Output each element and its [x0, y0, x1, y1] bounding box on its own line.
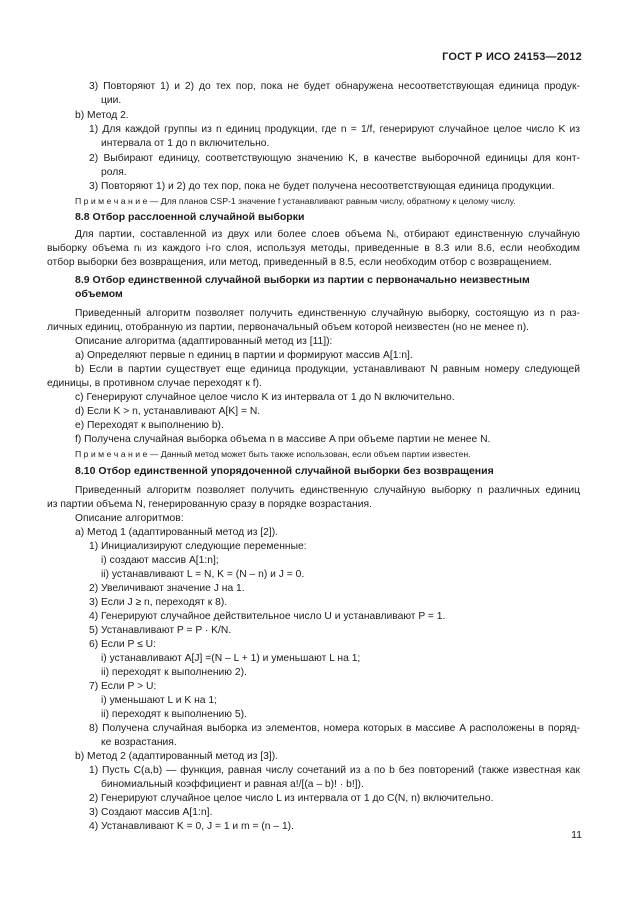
text-line: 3) Повторяют 1) и 2) до тех пор, пока не будет обнаружена несоответствующая единица продук- — [89, 81, 580, 92]
section-heading: 8.10 Отбор единственной упорядоченной случайной выборки без возвращения — [75, 465, 494, 477]
text-line: ке возрастания. — [101, 737, 177, 748]
text-line: выборку объема nᵢ из каждого i-го слоя, используя методы, приведенные в 8.3 или 8.6, если необходим — [47, 243, 580, 254]
text-line: отбор выборки без возвращения, или метод, приведенный в 8.5, если необходим отбор с возвращением. — [47, 257, 552, 268]
text-line: 2) Генерируют случайное целое число L из интервала от 1 до C(N, n) включительно. — [89, 793, 494, 804]
text-line: b) Метод 2. — [75, 110, 129, 121]
text-line: роля. — [101, 167, 127, 178]
text-line: биномиальный коэффициент и равная a!/[(a – b)! · b!]). — [101, 779, 364, 790]
text-line: 1) Инициализируют следующие переменные: — [89, 541, 307, 552]
text-line: 2) Увеличивают значение J на 1. — [89, 583, 245, 594]
text-line: Описание алгоритмов: — [75, 513, 184, 524]
text-line: 6) Если P ≤ U: — [89, 639, 156, 650]
text-line: интервала от 1 до n включительно. — [101, 138, 270, 149]
text-line: 1) Для каждой группы из n единиц продукции, где n = 1/f, генерируют случайное целое число K из — [89, 124, 580, 135]
text-line: 8) Получена случайная выборка из элементов, номера которых в массиве A расположены в поряд- — [89, 723, 580, 734]
text-line: единицы, в противном случае переходят к f). — [47, 378, 262, 389]
text-line: Для партии, составленной из двух или более слоев объема Nᵢ, отбирают единственную случайную — [75, 229, 580, 240]
text-line: Приведенный алгоритм позволяет получить единственную случайную выборку n различных единиц — [75, 485, 580, 496]
text-line: ции. — [101, 95, 122, 106]
text-line: 3) Создают массив A[1:n]. — [89, 807, 213, 818]
text-line: i) уменьшают L и K на 1; — [101, 695, 217, 706]
text-line: 5) Устанавливают P = P · K/N. — [89, 625, 232, 636]
text-line: b) Метод 2 (адаптированный метод из [3]). — [75, 751, 279, 762]
text-line: i) устанавливают A[J] =(N – L + 1) и уменьшают L на 1; — [101, 653, 361, 664]
text-line: 4) Устанавливают K = 0, J = 1 и m = (n – 1). — [89, 821, 294, 832]
text-line: Приведенный алгоритм позволяет получить единственную случайную выборку, состоящую из n раз- — [75, 308, 580, 319]
text-line: 1) Пусть C(a,b) — функция, равная числу сочетаний из a по b без повторений (также известная как — [89, 765, 580, 776]
text-line: ii) устанавливают L = N, K = (N – n) и J = 0. — [101, 569, 305, 580]
text-line: личных единиц, отобранную из партии, первоначальный объем которой неизвестен (но не менее n). — [47, 322, 530, 333]
text-line: f) Получена случайная выборка объема n в массиве A при объеме партии не менее N. — [75, 434, 491, 445]
text-line: 7) Если P > U: — [89, 681, 157, 692]
text-line: ii) переходят к выполнению 5). — [101, 709, 247, 720]
text-line: 4) Генерируют случайное действительное число U и устанавливают P = 1. — [89, 611, 446, 622]
section-heading: объемом — [75, 288, 123, 300]
text-line: a) Метод 1 (адаптированный метод из [2]). — [75, 527, 279, 538]
section-heading: 8.9 Отбор единственной случайной выборки из партии с первоначально неизвестным — [75, 274, 530, 286]
text-line: c) Генерируют случайное целое число K из интервала от 1 до N включительно. — [75, 392, 455, 403]
note-line: П р и м е ч а н и е — Данный метод может быть также использован, если объем партии известен. — [75, 449, 471, 459]
text-line: b) Если в партии существует еще единица продукции, устанавливают N равным номеру следующей — [75, 364, 580, 375]
text-line: d) Если K > n, устанавливают A[K] = N. — [75, 406, 261, 417]
section-heading: 8.8 Отбор расслоенной случайной выборки — [75, 211, 305, 223]
text-line: из партии объема N, генерированную сразу в порядке возрастания. — [47, 499, 372, 510]
text-line: e) Переходят к выполнению b). — [75, 420, 224, 431]
page-number: 11 — [571, 829, 582, 841]
text-line: 2) Выбирают единицу, соответствующую значению K, в качестве выборочной единицы для конт- — [89, 153, 580, 164]
text-line: 3) Повторяют 1) и 2) до тех пор, пока не будет получена несоответствующая единица продукции. — [89, 181, 555, 192]
text-line: 3) Если J ≥ n, переходят к 8). — [89, 597, 228, 608]
note-line: П р и м е ч а н и е — Для планов CSP-1 значение f устанавливают равным числу, обратному к целому числу. — [75, 196, 516, 206]
text-line: Описание алгоритма (адаптированный метод из [11]): — [75, 336, 333, 347]
standard-header: ГОСТ Р ИСО 24153—2012 — [442, 51, 582, 63]
text-line: ii) переходят к выполнению 2). — [101, 667, 247, 678]
text-line: a) Определяют первые n единиц в партии и формируют массив A[1:n]. — [75, 350, 413, 361]
text-line: i) создают массив A[1:n]; — [101, 555, 219, 566]
